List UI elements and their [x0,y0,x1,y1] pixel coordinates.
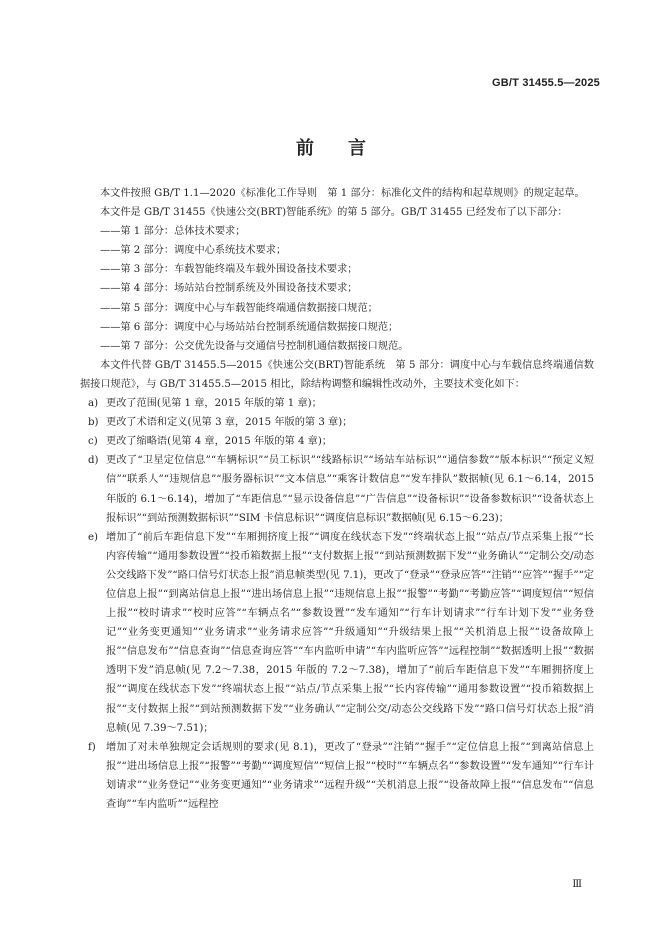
standard-code: GB/T 31455.5—2025 [492,77,600,89]
change-item-e [80,528,594,738]
page-title: 前言 [296,138,400,159]
item-marker: f) [88,741,96,753]
paragraph-drafting-rules: 本文件按照 GB/T 1.1—2020《标准化工作导则 第 1 部分：标准化文件的结构和起草规则》的规定起草。 [100,188,585,199]
change-item-d [80,451,594,527]
page-number: Ⅲ [572,879,582,890]
change-item-b [80,413,594,432]
list-item: ——第 4 部分：场站站台控制系统及外围设备技术要求； [100,283,358,295]
item-marker: d) [88,455,99,467]
change-item-c [80,432,594,451]
item-text: 增加了“前后车距信息下发”“车厢拥挤度上报”“调度在线状态下发”“终端状态上报”“站点/节点采集上报”“长内容传输”“通用参数设置”“投币箱数据上报”“支付数据上报”“到站预测数据下发”“业务确认”“定制公交/动态公交线路下发”“路口信号灯状态上报”消息帧类型(见 7.1)，更改了“登录”“登录应答”“注销”“应答”“握手”“定位信息上报”“到离站信息上报”“进出场信息上报”“违规信息上报”“报警”“考勤”“考勤应答”“调度短信”“短信上报”“校时请求”“校时应答”“车辆点名”“参数设置”“发车通知”“行车计划请求”“行车计划下发”“业务登记”“业务变更通知”“业务请求”“业务请求应答”“升级通知”“升级结果上报”“关机消息上报”“设备故障上报”“信息发布”“信息查询”“信息查询应答”“车内监听申请”“车内监听应答”“远程控制”“数据透明上报”“数据透明下发”消息帧(见 7.2～7.38，2015 年版的 7.2～7.38)，增加了“前后车距信息下发”“车厢拥挤度上报”“调度在线状态下发”“终端状态上报”“站点/节点采集上报”“长内容传输”“通用参数设置”“投币箱数据上报”“支付数据上报”“到站预测数据下发”“业务确认”“定制公交/动态公交线路下发”“路口信号灯状态上报”消息帧(见 7.39～7.51)； [106,531,594,734]
list-item: ——第 2 部分：调度中心系统技术要求； [100,245,287,257]
changes-list [80,394,594,814]
item-marker: e) [88,531,99,543]
item-text: 更改了缩略语(见第 4 章，2015 年版的第 4 章)； [106,436,333,448]
parts-list [80,222,594,356]
paragraph-replacement: 本文件代替 GB/T 31455.5—2015《快速公交(BRT)智能系统 第 5 部分：调度中心与车载信息终端通信数据接口规范》，与 GB/T 31455.5—2015 相比，除结构调整和编辑性改动外，主要技术变化如下： [80,359,594,390]
item-marker: c) [88,436,98,448]
list-item: ——第 5 部分：调度中心与车载智能终端通信数据接口规范； [100,302,378,314]
item-text: 增加了对未单独规定会话规则的要求(见 8.1)，更改了“登录”“注销”“握手”“定位信息上报”“到离站信息上报”“进出场信息上报”“报警”“考勤”“调度短信”“短信上报”“校时”“车辆点名”“参数设置”“发车通知”“行车计划请求”“业务登记”“业务变更通知”“业务请求”“远程升级”“关机消息上报”“设备故障上报”“信息发布”“信息查询”“车内监听”“远程控 [106,741,594,810]
change-item-a [80,394,594,413]
item-text: 更改了术语和定义(见第 3 章，2015 年版的第 3 章)； [106,417,353,429]
list-item: ——第 1 部分：总体技术要求； [100,226,246,238]
list-item: ——第 3 部分：车载智能终端及车载外围设备技术要求； [100,264,358,276]
item-marker: b) [88,417,99,429]
change-item-f [80,738,594,814]
item-marker: a) [88,398,99,410]
foreword-body [80,184,594,814]
item-text: 更改了范围(见第 1 章，2015 年版的第 1 章)； [106,398,322,410]
paragraph-series-intro: 本文件是 GB/T 31455《快速公交(BRT)智能系统》的第 5 部分。GB/T 31455 已经发布了以下部分： [100,207,568,219]
list-item: ——第 7 部分：公交优先设备与交通信号控制机通信数据接口规范。 [100,340,409,352]
list-item: ——第 6 部分：调度中心与场站站台控制系统通信数据接口规范； [100,321,399,333]
item-text: 更改了“卫星定位信息”“车辆标识”“员工标识”“线路标识”“场站车站标识”“通信参数”“版本标识”“预定义短信”“联系人”“违规信息”“服务器标识”“文本信息”“乘客计数信息”“发车排队”数据帧(见 6.1～6.14，2015 年版的 6.1～6.14)，增加了“车距信息”“显示设备信息”“广告信息”“设备标识”“设备参数标识”“设备状态上报标识”“到站预测数据标识”“SIM 卡信息标识”“调度信息标识”数据帧(见 6.15～6.23)； [106,455,594,524]
